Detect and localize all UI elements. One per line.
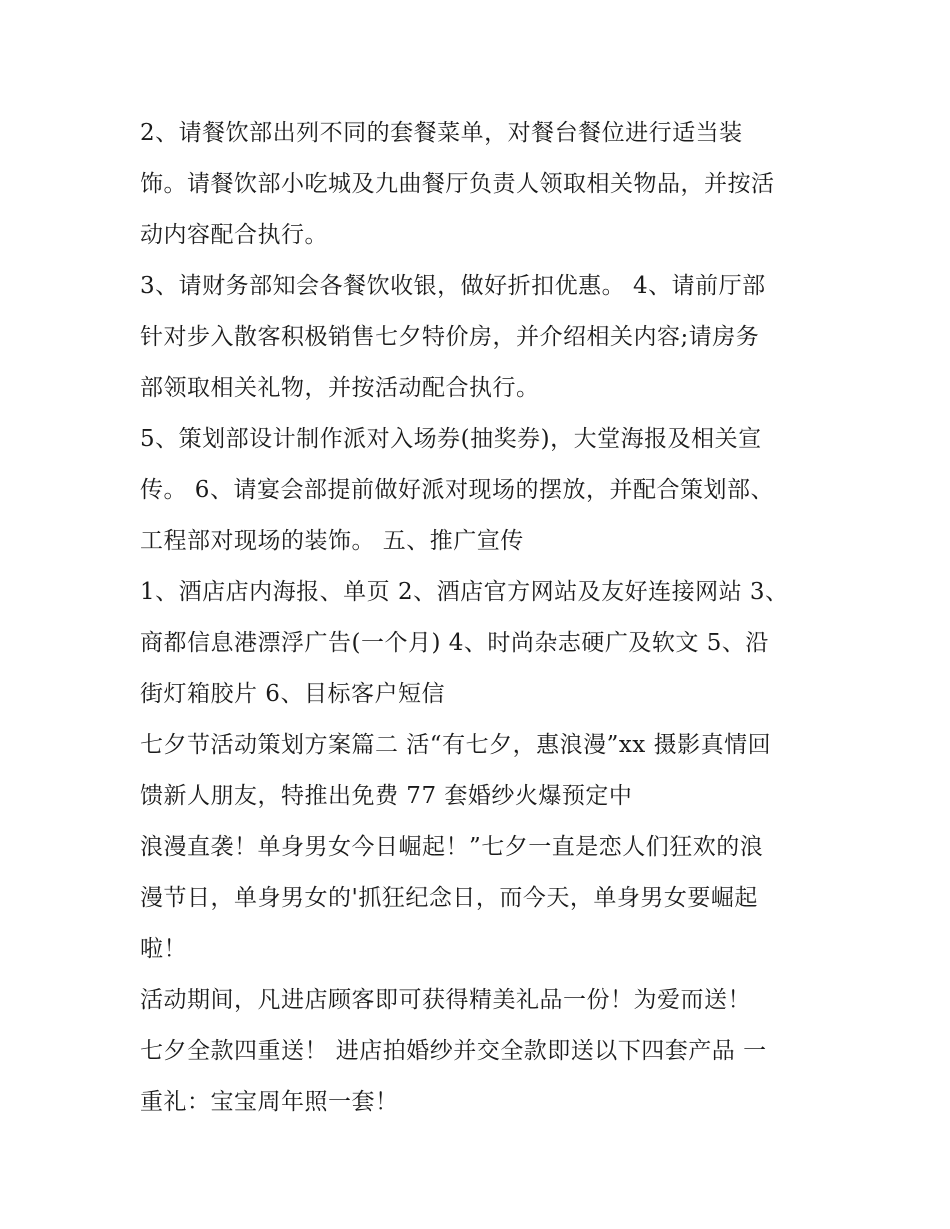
text-line: 活动期间，凡进店顾客即可获得精美礼品一份！为爱而送！ — [140, 987, 751, 1013]
text-line: 七夕全款四重送！ 进店拍婚纱并交全款即送以下四套产品 一 — [140, 1038, 767, 1064]
text-line: 饰。请餐饮部小吃城及九曲餐厅负责人领取相关物品，并按活 — [140, 171, 775, 197]
text-line: 2、请餐饮部出列不同的套餐菜单，对餐台餐位进行适当装 — [140, 120, 743, 146]
text-line: 针对步入散客积极销售七夕特价房，并介绍相关内容;请房务 — [140, 324, 760, 350]
document-body — [140, 108, 820, 1128]
text-line: 重礼：宝宝周年照一套！ — [140, 1089, 399, 1115]
text-line: 七夕节活动策划方案篇二 活“有七夕，惠浪漫”xx 摄影真情回 — [140, 732, 772, 758]
text-line: 部领取相关礼物，并按活动配合执行。 — [140, 375, 540, 401]
text-line: 5、策划部设计制作派对入场券(抽奖券)，大堂海报及相关宣 — [140, 426, 762, 452]
text-line: 浪漫直袭！单身男女今日崛起！”七夕一直是恋人们狂欢的浪 — [140, 834, 764, 860]
text-line: 工程部对现场的装饰。 五、推广宣传 — [140, 528, 524, 554]
text-line: 街灯箱胶片 6、目标客户短信 — [140, 681, 445, 707]
text-line: 3、请财务部知会各餐饮收银，做好折扣优惠。 4、请前厅部 — [140, 273, 766, 299]
text-line: 漫节日，单身男女的'抓狂纪念日，而今天，单身男女要崛起 — [140, 885, 758, 911]
text-line: 商都信息港漂浮广告(一个月) 4、时尚杂志硬广及软文 5、沿 — [140, 630, 769, 656]
text-line: 动内容配合执行。 — [140, 222, 328, 248]
text-line: 馈新人朋友，特推出免费 77 套婚纱火爆预定中 — [140, 783, 633, 809]
text-line: 传。 6、请宴会部提前做好派对现场的摆放，并配合策划部、 — [140, 477, 774, 503]
text-line: 啦！ — [140, 936, 187, 962]
text-line: 1、酒店店内海报、单页 2、酒店官方网站及友好连接网站 3、 — [140, 579, 789, 605]
